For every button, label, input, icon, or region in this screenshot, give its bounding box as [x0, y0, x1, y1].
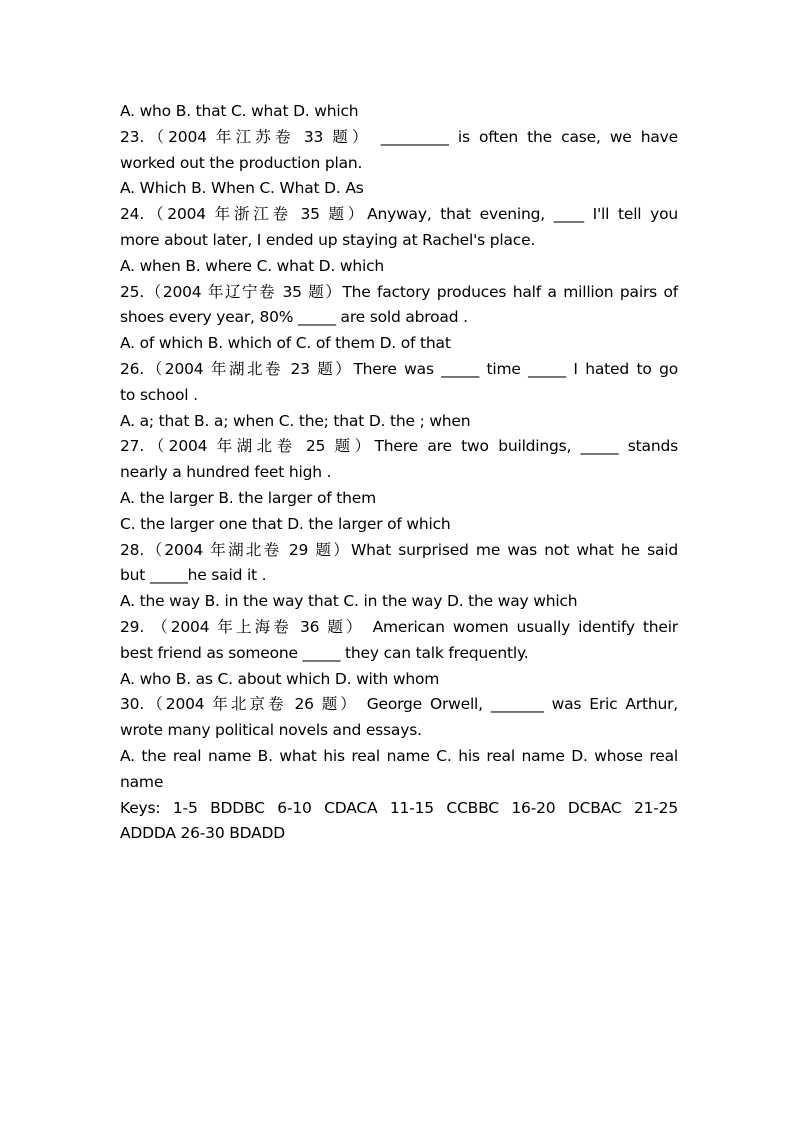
question-text: nearly a hundred feet high . [120, 463, 332, 482]
option-line: A. the way B. in the way that C. in the way D. the way which [120, 592, 578, 611]
option-line: A. Which B. When C. What D. As [120, 179, 364, 198]
option-line: A. the real name B. what his real name C. his real name D. whose real [120, 746, 678, 765]
question-text: best friend as someone _____ they can talk frequently. [120, 643, 529, 662]
question-text: worked out the production plan. [120, 153, 363, 172]
question-30: 30.（2004 年北京卷 26 题） George Orwell, _______ was Eric Arthur, [120, 695, 678, 714]
option-line: C. the larger one that D. the larger of which [120, 514, 451, 533]
question-text: but _____he said it . [120, 566, 267, 585]
option-line: name [120, 772, 164, 791]
question-23: 23.（2004 年江苏卷 33 题） _________ is often the case, we have [120, 127, 678, 146]
option-line: A. when B. where C. what D. which [120, 256, 385, 275]
question-26: 26.（2004 年湖北卷 23 题）There was _____ time _____ I hated to go [120, 359, 678, 378]
question-24: 24.（2004 年浙江卷 35 题）Anyway, that evening, ____ I'll tell you [120, 205, 678, 224]
question-text: more about later, I ended up staying at Rachel's place. [120, 230, 536, 249]
option-line: A. the larger B. the larger of them [120, 488, 376, 507]
answer-keys: ADDDA 26-30 BDADD [120, 824, 286, 843]
option-line: A. who B. as C. about which D. with whom [120, 669, 440, 688]
option-line: A. who B. that C. what D. which [120, 102, 359, 120]
question-27: 27.（2004 年湖北卷 25 题）There are two buildings, _____ stands [120, 437, 678, 456]
question-text: wrote many political novels and essays. [120, 721, 422, 740]
answer-keys: Keys: 1-5 BDDBC 6-10 CDACA 11-15 CCBBC 16-20 DCBAC 21-25 [120, 798, 678, 817]
question-28: 28.（2004 年湖北卷 29 题）What surprised me was not what he said [120, 540, 678, 559]
question-text: shoes every year, 80% _____ are sold abroad . [120, 308, 468, 327]
document-body [120, 99, 678, 847]
question-text: to school . [120, 385, 198, 404]
question-29: 29. （2004 年上海卷 36 题） American women usually identify their [120, 617, 678, 636]
question-25: 25.（2004 年辽宁卷 35 题）The factory produces half a million pairs of [120, 282, 678, 301]
option-line: A. a; that B. a; when C. the; that D. the ; when [120, 411, 471, 430]
option-line: A. of which B. which of C. of them D. of that [120, 334, 451, 353]
